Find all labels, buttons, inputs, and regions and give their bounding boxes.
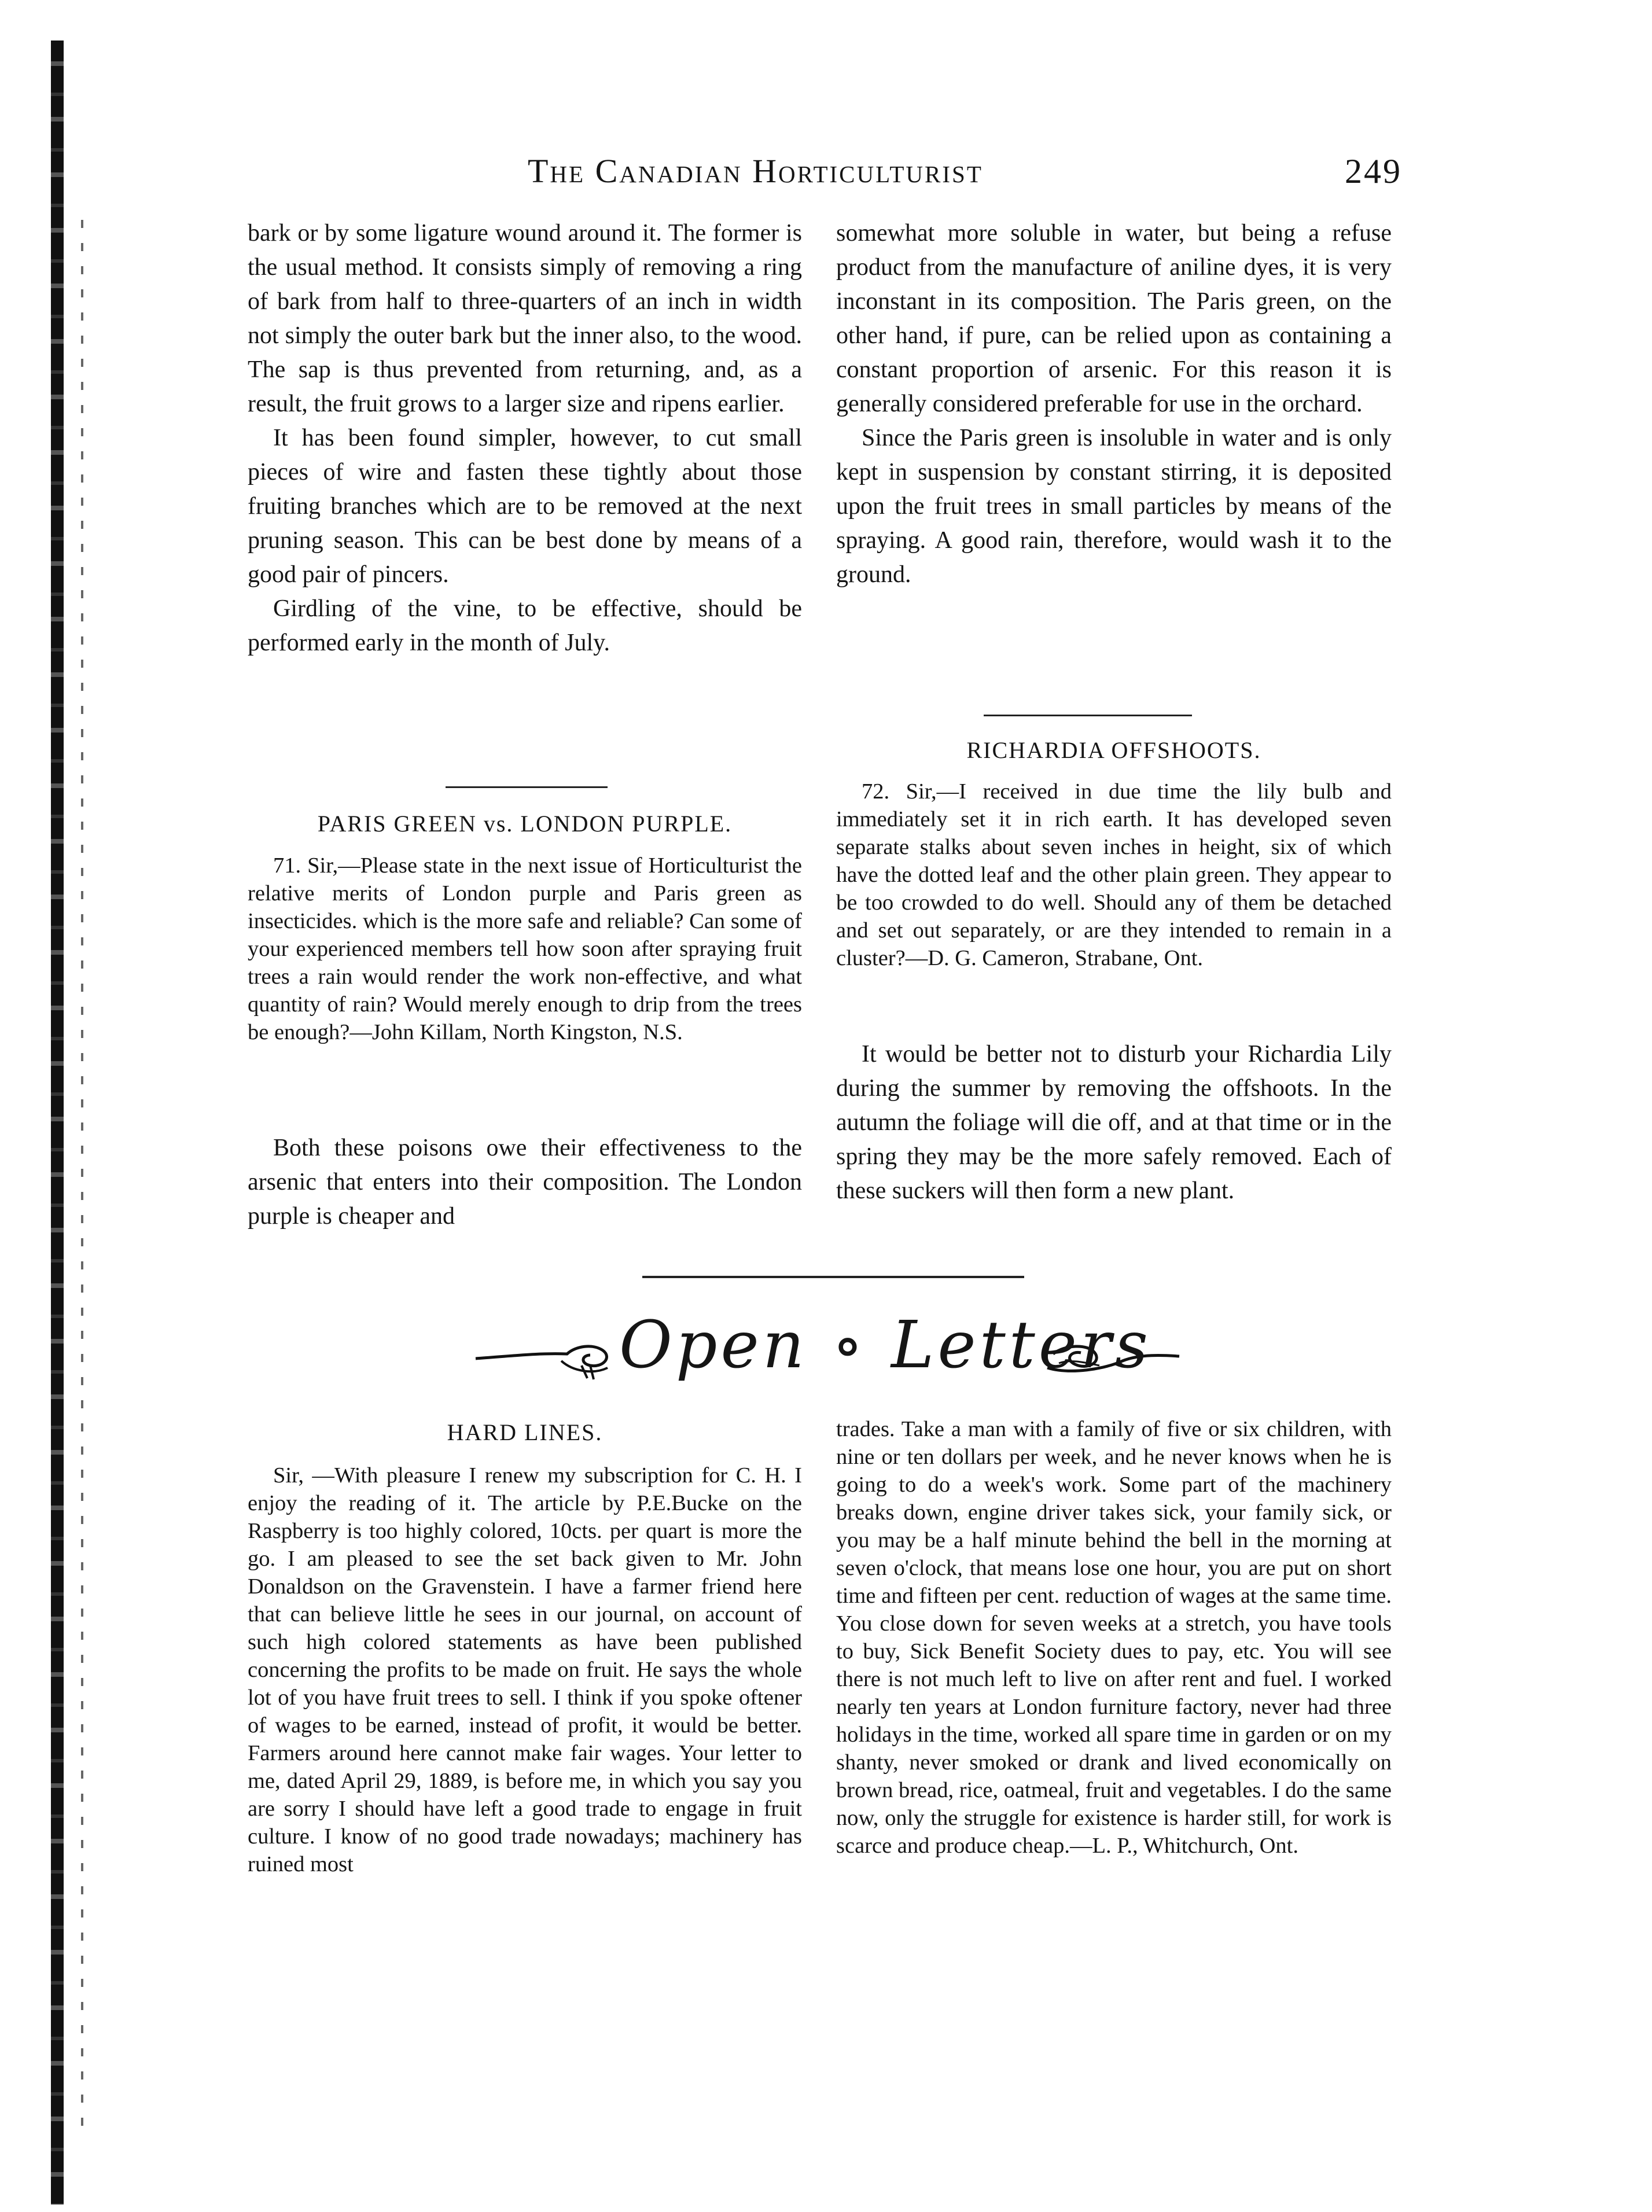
open-letters-ornament	[474, 1308, 1180, 1406]
section-divider	[642, 1276, 1024, 1278]
section-heading: RICHARDIA OFFSHOOTS.	[966, 737, 1261, 763]
letter-text: 71. Sir,—Please state in the next issue of Horticulturist the relative merits of London purple and Paris green as insecticides. which is the more safe and reliable? Can some of your experienced members tell how soon after spraying fruit trees a rain would render the work non-effective, and what quantity of rain? Would merely enough to drip from the trees be enough?—John Killam, North Kingston, N.S.	[248, 853, 802, 1044]
paris-green-section	[248, 810, 802, 837]
hard-lines-left	[248, 1462, 802, 1878]
paris-green-answer	[248, 1131, 802, 1234]
section-heading: PARIS GREEN vs. LONDON PURPLE.	[317, 811, 733, 837]
section-heading: HARD LINES.	[447, 1419, 603, 1445]
section-divider	[984, 715, 1192, 716]
answer-text: Both these poisons owe their effectiveness to the arsenic that enters into their composition. The London purple is cheaper and	[248, 1135, 802, 1230]
hard-lines-right	[836, 1415, 1392, 1860]
richardia-answer	[836, 1037, 1392, 1208]
right-column-top	[836, 216, 1392, 592]
girdling-paragraph-1: bark or by some ligature wound around it. The former is the usual method. It consists simply of removing a ring of bark from half to three-quarters of an inch in width not simply the outer bark but the inner also, to the wood. The sap is thus prevented from returning, and, as a result, the fruit grows to a larger size and ripens earlier.	[248, 220, 802, 417]
richardia-letter	[836, 778, 1392, 972]
running-header	[528, 152, 1402, 198]
left-column-top	[248, 216, 802, 660]
girdling-paragraph-3: Girdling of the vine, to be effective, should be performed early in the month of July.	[248, 595, 802, 656]
page-title: The Canadian Horticulturist	[528, 152, 983, 190]
ornament-title: Open ∘ Letters	[619, 1308, 1152, 1383]
richardia-section	[836, 737, 1392, 764]
paris-green-letter	[248, 852, 802, 1046]
answer-text: It would be better not to disturb your Richardia Lily during the summer by removing the offshoots. In the autumn the foliage will die off, and at that time or in the spring they may be the more safely removed. Each of these suckers will then form a new plant.	[836, 1041, 1392, 1204]
arsenic-paragraph-2: Since the Paris green is insoluble in water and is only kept in suspension by constant stirring, it is deposited upon the fruit trees in small particles by means of the spraying. A good rain, therefore, would wash it to the ground.	[836, 425, 1392, 588]
section-divider	[446, 786, 608, 788]
letter-text: trades. Take a man with a family of five or six children, with nine or ten dollars per week, and he never knows when he is going to do a week's work. Some part of the machinery breaks down, engine driver takes sick, your family sick, or you may be a half minute behind the bell in the morning at seven o'clock, that means lose one hour, you are put on short time and fifteen per cent. reduction of wages at the same time. You close down for seven weeks at a stretch, you have tools to buy, Sick Benefit Society dues to pay, etc. You will see there is not much left to live on after rent and fuel. I worked nearly ten years at London furniture factory, never had three holidays in the time, worked all spare time in garden or on my shanty, never smoked or drank and lived economically on brown bread, rice, oatmeal, fruit and vegetables. I do the same now, only the struggle for existence is harder still, for work is scarce and produce cheap.—L. P., Whitchurch, Ont.	[836, 1417, 1392, 1858]
scan-binding-edge	[51, 41, 64, 2204]
page-number: 249	[1345, 152, 1402, 190]
arsenic-paragraph-1: somewhat more soluble in water, but being a refuse product from the manufacture of aniline dyes, it is very inconstant in its composition. The Paris green, on the other hand, if pure, can be relied upon as containing a constant proportion of arsenic. For this reason it is generally considered preferable for use in the orchard.	[836, 220, 1392, 417]
girdling-paragraph-2: It has been found simpler, however, to cut small pieces of wire and fasten these tightly about those fruiting branches which are to be removed at the next pruning season. This can be best done by means of a good pair of pincers.	[248, 425, 802, 588]
scan-binding-shadow	[81, 220, 83, 2129]
letter-text: Sir, —With pleasure I renew my subscription for C. H. I enjoy the reading of it. The article by P.E.Bucke on the Raspberry is too highly colored, 10cts. per quart is more the go. I am pleased to see the set back given to Mr. John Donaldson on the Gravenstein. I have a farmer friend here that can believe little he sees in our journal, on account of such high colored statements as have been published concerning the profits to be made on fruit. He says the whole lot of you have fruit trees to sell. I think if you spoke oftener of wages to be earned, instead of profit, it would be better. Farmers around here cannot make fair wages. Your letter to me, dated April 29, 1889, is before me, in which you say you are sorry I should have left a good trade to engage in fruit culture. I know of no good trade nowadays; machinery has ruined most	[248, 1463, 802, 1876]
letter-text: 72. Sir,—I received in due time the lily bulb and immediately set it in rich earth. It has developed seven separate stalks about seven inches in height, six of which have the dotted leaf and the other plain green. They appear to be too crowded to do well. Should any of them be detached and set out separately, or are they intended to remain in a cluster?—D. G. Cameron, Strabane, Ont.	[836, 779, 1392, 970]
hard-lines-section	[248, 1419, 802, 1446]
